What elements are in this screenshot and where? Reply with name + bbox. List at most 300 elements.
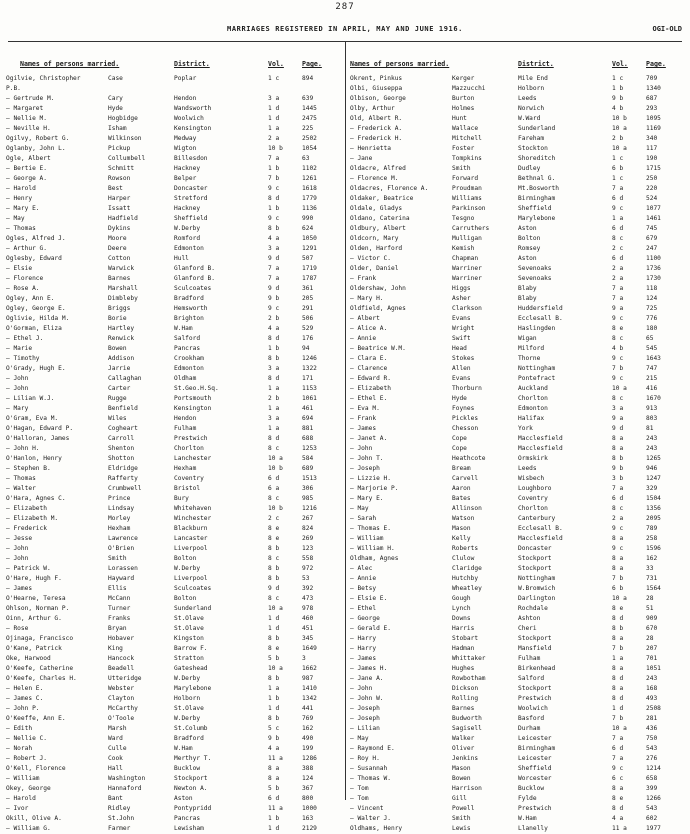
person-name: — Stephen B. [6, 465, 51, 472]
marriage-entry [350, 104, 687, 114]
marriage-entry [6, 754, 343, 764]
district: Whitehaven [174, 505, 212, 512]
page-ref: 281 [646, 715, 658, 722]
district: Ormskirk [518, 455, 548, 462]
marriage-entry [350, 544, 687, 554]
district: Newton A. [174, 785, 208, 792]
spouse-surname: Crumbwell [108, 485, 142, 492]
volume: 3 b [612, 475, 624, 482]
person-name: — Annie [350, 335, 377, 342]
marriage-entry [6, 254, 343, 264]
page-ref: 1050 [302, 235, 317, 242]
district: Hull [174, 255, 189, 262]
page-ref: 750 [646, 735, 658, 742]
spouse-surname: Collumbell [108, 155, 146, 162]
district: Leeds [518, 465, 537, 472]
district: Holborn [174, 695, 201, 702]
page-ref: 250 [646, 175, 658, 182]
district: Belper [174, 175, 197, 182]
marriage-entry [6, 74, 343, 84]
page-ref: 1513 [302, 475, 317, 482]
district: Bethnal G. [518, 175, 556, 182]
district: York [518, 425, 533, 432]
volume: 6 d [612, 255, 624, 262]
marriage-entry [350, 374, 687, 384]
page-ref: 399 [646, 785, 658, 792]
page-ref: 190 [646, 155, 658, 162]
spouse-surname: McCann [108, 595, 131, 602]
volume: 2 a [612, 265, 624, 272]
person-name: — James H. [350, 665, 388, 672]
person-name: — John T. [350, 455, 384, 462]
volume: 8 d [268, 435, 280, 442]
page-ref: 1077 [646, 205, 661, 212]
volume: 1 d [612, 705, 624, 712]
volume: 8 d [612, 675, 624, 682]
person-name: — William G. [6, 825, 51, 832]
volume: 4 a [268, 325, 280, 332]
spouse-surname: Turner [108, 605, 131, 612]
district: Mansfield [518, 645, 552, 652]
person-name: — Henrietta [350, 145, 391, 152]
page-ref: 1736 [646, 265, 661, 272]
person-name: Oldacres, Florence A. [350, 185, 429, 192]
page-ref: 990 [302, 215, 314, 222]
marriage-entry [350, 424, 687, 434]
spouse-surname: Wallace [452, 125, 479, 132]
volume: 9 b [612, 465, 624, 472]
district: Rochdale [518, 605, 548, 612]
volume: 7 a [268, 275, 280, 282]
person-name: — Harry [350, 645, 377, 652]
spouse-surname: Burton [452, 95, 475, 102]
spouse-surname: Best [108, 185, 123, 192]
spouse-surname: Whittaker [452, 655, 486, 662]
page-ref: 258 [646, 535, 658, 542]
spouse-surname: Sagisell [452, 725, 482, 732]
page-ref: 168 [646, 685, 658, 692]
district: Liverpool [174, 545, 208, 552]
marriage-entry [350, 134, 687, 144]
volume: 5 b [268, 785, 280, 792]
page-ref: 215 [646, 375, 658, 382]
district: Bolton [174, 555, 197, 562]
marriage-entry [6, 594, 343, 604]
marriage-entry [350, 584, 687, 594]
person-name: — Henry [6, 195, 33, 202]
person-name: — Ethel [350, 605, 377, 612]
marriage-entry [350, 824, 687, 834]
spouse-surname: Parkinson [452, 205, 486, 212]
spouse-surname: Holmes [452, 105, 475, 112]
marriage-entry [350, 264, 687, 274]
volume: 7 a [268, 155, 280, 162]
marriage-entry [350, 554, 687, 564]
person-name: P.B. [6, 85, 21, 92]
marriage-entry [6, 234, 343, 244]
person-name: — Beatrice W.M. [350, 345, 406, 352]
volume: 9 a [612, 305, 624, 312]
person-name: Olden, Harford [350, 245, 403, 252]
marriage-entry [6, 744, 343, 754]
page-ref: 493 [646, 695, 658, 702]
district: Darlington [518, 595, 556, 602]
person-name: O'Hara, Agnes C. [6, 495, 66, 502]
person-name: — Elizabeth M. [6, 515, 59, 522]
column-header [6, 60, 343, 74]
page-ref: 247 [646, 245, 658, 252]
district: Shoreditch [518, 155, 556, 162]
page-ref: 1596 [646, 545, 661, 552]
spouse-surname: Warriner [452, 275, 482, 282]
person-name: — Sarah [350, 515, 377, 522]
volume: 3 a [268, 365, 280, 372]
spouse-surname: Bates [452, 495, 471, 502]
volume: 10 a [612, 125, 627, 132]
district: Brighton [174, 315, 204, 322]
spouse-surname: Cary [108, 95, 123, 102]
person-name: — Walter [6, 485, 36, 492]
volume: 8 e [268, 645, 280, 652]
marriage-entry [6, 144, 343, 154]
spouse-surname: Bream [452, 465, 471, 472]
person-name: — Elsie [6, 265, 33, 272]
person-name: — James C. [6, 695, 44, 702]
marriage-entry [6, 84, 343, 94]
page-ref: 2129 [302, 825, 317, 832]
person-name: — Tom [350, 785, 369, 792]
spouse-surname: Smith [452, 165, 471, 172]
district: Fulham [518, 655, 541, 662]
marriage-entry [6, 694, 343, 704]
page-ref: 987 [302, 675, 314, 682]
page-header: Page. [646, 60, 666, 68]
page-ref: 558 [302, 555, 314, 562]
volume: 10 a [612, 725, 627, 732]
district: Stockport [518, 555, 552, 562]
volume: 8 d [268, 375, 280, 382]
district: Prestwich [518, 805, 552, 812]
spouse-surname: Clulow [452, 555, 475, 562]
page-ref: 1061 [302, 395, 317, 402]
spouse-surname: Hexham [108, 525, 131, 532]
marriage-entry [6, 804, 343, 814]
person-name: O'Halloran, James [6, 435, 70, 442]
page-ref: 162 [302, 725, 314, 732]
district: Edmonton [174, 365, 204, 372]
marriage-entry [6, 184, 343, 194]
district: W.Derby [174, 675, 201, 682]
volume: 9 d [268, 255, 280, 262]
spouse-surname: Dykins [108, 225, 131, 232]
marriage-entry [350, 664, 687, 674]
spouse-surname: Hayward [108, 575, 135, 582]
marriage-entry [6, 614, 343, 624]
spouse-surname: Cogheart [108, 425, 138, 432]
district: Doncaster [518, 545, 552, 552]
district: Sevenoaks [518, 275, 552, 282]
page-ref: 776 [646, 315, 658, 322]
page-ref: 1000 [302, 805, 317, 812]
district: Sunderland [174, 605, 212, 612]
page-ref: 1779 [302, 195, 317, 202]
person-name: — Janet A. [350, 435, 388, 442]
volume: 1 b [268, 815, 280, 822]
district: Leicester [518, 755, 552, 762]
volume: 6 d [268, 795, 280, 802]
volume: 10 b [268, 145, 283, 152]
district: Bucklow [518, 785, 545, 792]
volume: 2 c [612, 245, 624, 252]
page-ref: 473 [302, 595, 314, 602]
marriage-entry [6, 354, 343, 364]
page-ref: 1247 [646, 475, 661, 482]
district: Hackney [174, 205, 201, 212]
person-name: — Helen E. [6, 685, 44, 692]
marriage-entry [350, 734, 687, 744]
person-name: Oglesby, Edward [6, 255, 62, 262]
person-name: Oldershaw, John [350, 285, 406, 292]
district: Coventry [518, 495, 548, 502]
page-ref: 392 [302, 585, 314, 592]
volume: 9 c [612, 765, 624, 772]
volume: 1 a [268, 385, 280, 392]
person-name: Oke, Harwood [6, 655, 51, 662]
person-name: — Roy H. [350, 755, 380, 762]
page-ref: 416 [646, 385, 658, 392]
district: St.Columb [174, 725, 208, 732]
page-ref: 881 [302, 425, 314, 432]
marriage-entry [350, 114, 687, 124]
person-name: — Jesse [6, 535, 33, 542]
page-ref: 1618 [302, 185, 317, 192]
marriage-entry [6, 274, 343, 284]
page-ref: 1649 [302, 645, 317, 652]
marriage-entry [350, 504, 687, 514]
district: Wigan [518, 335, 537, 342]
marriage-entry [350, 814, 687, 824]
district: Macclesfield [518, 535, 563, 542]
volume: 8 d [612, 805, 624, 812]
page-ref: 769 [302, 715, 314, 722]
page-ref: 329 [646, 485, 658, 492]
volume: 1 b [268, 345, 280, 352]
district: Thorne [518, 355, 541, 362]
person-name: Oinn, Arthur G. [6, 615, 62, 622]
spouse-surname: Kemish [452, 245, 475, 252]
volume: 4 b [612, 345, 624, 352]
person-name: — George [350, 615, 380, 622]
spouse-surname: Jenkins [452, 755, 479, 762]
volume: 1 b [268, 205, 280, 212]
district: Sheffield [174, 215, 208, 222]
district: Merthyr T. [174, 755, 212, 762]
marriage-entry [350, 214, 687, 224]
volume: 8 a [612, 565, 624, 572]
volume: 8 c [612, 335, 624, 342]
volume: 6 d [612, 495, 624, 502]
marriage-entry [6, 514, 343, 524]
district: Stretford [174, 195, 208, 202]
volume: 9 c [268, 305, 280, 312]
spouse-surname: Prince [108, 495, 131, 502]
spouse-surname: Shenton [108, 445, 135, 452]
district: Woolwich [174, 115, 204, 122]
spouse-surname: Foster [452, 145, 475, 152]
volume: 9 c [612, 545, 624, 552]
person-name: — Alice A. [350, 325, 388, 332]
volume: 8 a [612, 635, 624, 642]
person-name: O'Kane, Patrick [6, 645, 62, 652]
page-ref: 1054 [302, 145, 317, 152]
volume: 9 a [612, 415, 624, 422]
marriage-entry [6, 194, 343, 204]
volume: 1 d [268, 615, 280, 622]
page-ref: 545 [646, 345, 658, 352]
volume: 8 e [268, 525, 280, 532]
marriage-entry [350, 74, 687, 84]
page-ref: 163 [302, 815, 314, 822]
volume: 8 a [612, 435, 624, 442]
spouse-surname: Williams [452, 195, 482, 202]
page-ref: 243 [646, 435, 658, 442]
volume: 8 c [612, 395, 624, 402]
district: Glanford B. [174, 265, 215, 272]
marriage-entry [350, 204, 687, 214]
district: Birkenhead [518, 665, 556, 672]
spouse-surname: Harris [452, 625, 475, 632]
district: Huddersfield [518, 305, 563, 312]
volume: 9 b [268, 735, 280, 742]
spouse-surname: Mason [452, 765, 471, 772]
marriage-entry [350, 164, 687, 174]
marriage-entry [6, 224, 343, 234]
marriage-entry [6, 304, 343, 314]
page-ref: 436 [646, 725, 658, 732]
marriage-entry [6, 814, 343, 824]
page-ref: 824 [302, 525, 314, 532]
spouse-surname: Mulligan [452, 235, 482, 242]
left-column [6, 60, 343, 834]
person-name: — Gerald E. [350, 625, 391, 632]
person-name: Olbison, George [350, 95, 406, 102]
volume: 7 a [612, 755, 624, 762]
marriage-entry [6, 314, 343, 324]
marriage-entry [350, 294, 687, 304]
person-name: — Clara E. [350, 355, 388, 362]
page-ref: 1504 [646, 495, 661, 502]
page-ref: 243 [646, 445, 658, 452]
district: Stockport [518, 565, 552, 572]
page-ref: 2095 [646, 515, 661, 522]
person-name: — John H. [6, 445, 40, 452]
page-ref: 1102 [302, 165, 317, 172]
volume: 8 b [612, 455, 624, 462]
district: Lancaster [174, 535, 208, 542]
district: Winchester [174, 515, 212, 522]
page-ref: 894 [302, 75, 314, 82]
page-ref: 441 [302, 705, 314, 712]
marriage-entry [350, 744, 687, 754]
page-ref: 81 [646, 425, 654, 432]
district: Edmonton [174, 245, 204, 252]
person-name: — Frederick H. [350, 135, 403, 142]
marriage-entry [6, 794, 343, 804]
spouse-surname: Ellis [108, 585, 127, 592]
person-name: — James [350, 655, 377, 662]
page-ref: 543 [646, 745, 658, 752]
volume: 8 b [268, 545, 280, 552]
volume: 9 b [268, 295, 280, 302]
volume: 6 d [612, 225, 624, 232]
spouse-surname: Forward [452, 175, 479, 182]
marriage-entry [6, 764, 343, 774]
person-name: — Florence M. [350, 175, 399, 182]
page-ref: 747 [646, 365, 658, 372]
person-name: Oglivie, Hilda M. [6, 315, 70, 322]
marriage-entry [350, 704, 687, 714]
person-name: Oldacre, Alfred [350, 165, 406, 172]
person-name: — John P. [6, 705, 40, 712]
person-name: — Mary E. [6, 205, 40, 212]
person-name: O'Keefe, Charles H. [6, 675, 77, 682]
spouse-surname: Dickson [452, 685, 479, 692]
person-name: — Mary [6, 405, 29, 412]
page-ref: 909 [646, 615, 658, 622]
spouse-surname: Addison [108, 355, 135, 362]
spouse-surname: Cope [452, 435, 467, 442]
marriage-entry [350, 534, 687, 544]
person-name: — John [6, 555, 29, 562]
marriage-entry [6, 714, 343, 724]
person-name: — Jane A. [350, 675, 384, 682]
page-ref: 1662 [302, 665, 317, 672]
person-name: — Betsy [350, 585, 377, 592]
marriage-entry [6, 624, 343, 634]
district: Marylebone [174, 685, 212, 692]
person-name: Ogles, Alfred J. [6, 235, 66, 242]
page-ref: 789 [646, 525, 658, 532]
spouse-surname: O'Toole [108, 715, 135, 722]
volume: 1 c [268, 75, 280, 82]
page-ref: 162 [646, 555, 658, 562]
volume: 1 c [612, 155, 624, 162]
page-ref: 687 [646, 95, 658, 102]
page-ref: 624 [302, 225, 314, 232]
district: Bristol [174, 485, 201, 492]
volume: 1 d [268, 115, 280, 122]
district: W.Bromwich [518, 585, 556, 592]
marriage-entry [350, 144, 687, 154]
page-ref: 745 [646, 225, 658, 232]
page-ref: 1461 [646, 215, 661, 222]
page-ref: 529 [302, 325, 314, 332]
spouse-surname: Watson [452, 515, 475, 522]
district: Billesdon [174, 155, 208, 162]
person-name: — Joseph [350, 465, 380, 472]
person-name: — Marjorie P. [350, 485, 399, 492]
marriage-entry [6, 544, 343, 554]
person-name: O'Grady, Hugh E. [6, 365, 66, 372]
marriage-entry [350, 754, 687, 764]
volume: 7 a [612, 285, 624, 292]
spouse-surname: Ridley [108, 805, 131, 812]
district: Sheffield [518, 205, 552, 212]
district: Bucklow [174, 765, 201, 772]
spouse-surname: Rowson [108, 175, 131, 182]
district: Sculcoates [174, 585, 212, 592]
volume: 7 a [612, 295, 624, 302]
